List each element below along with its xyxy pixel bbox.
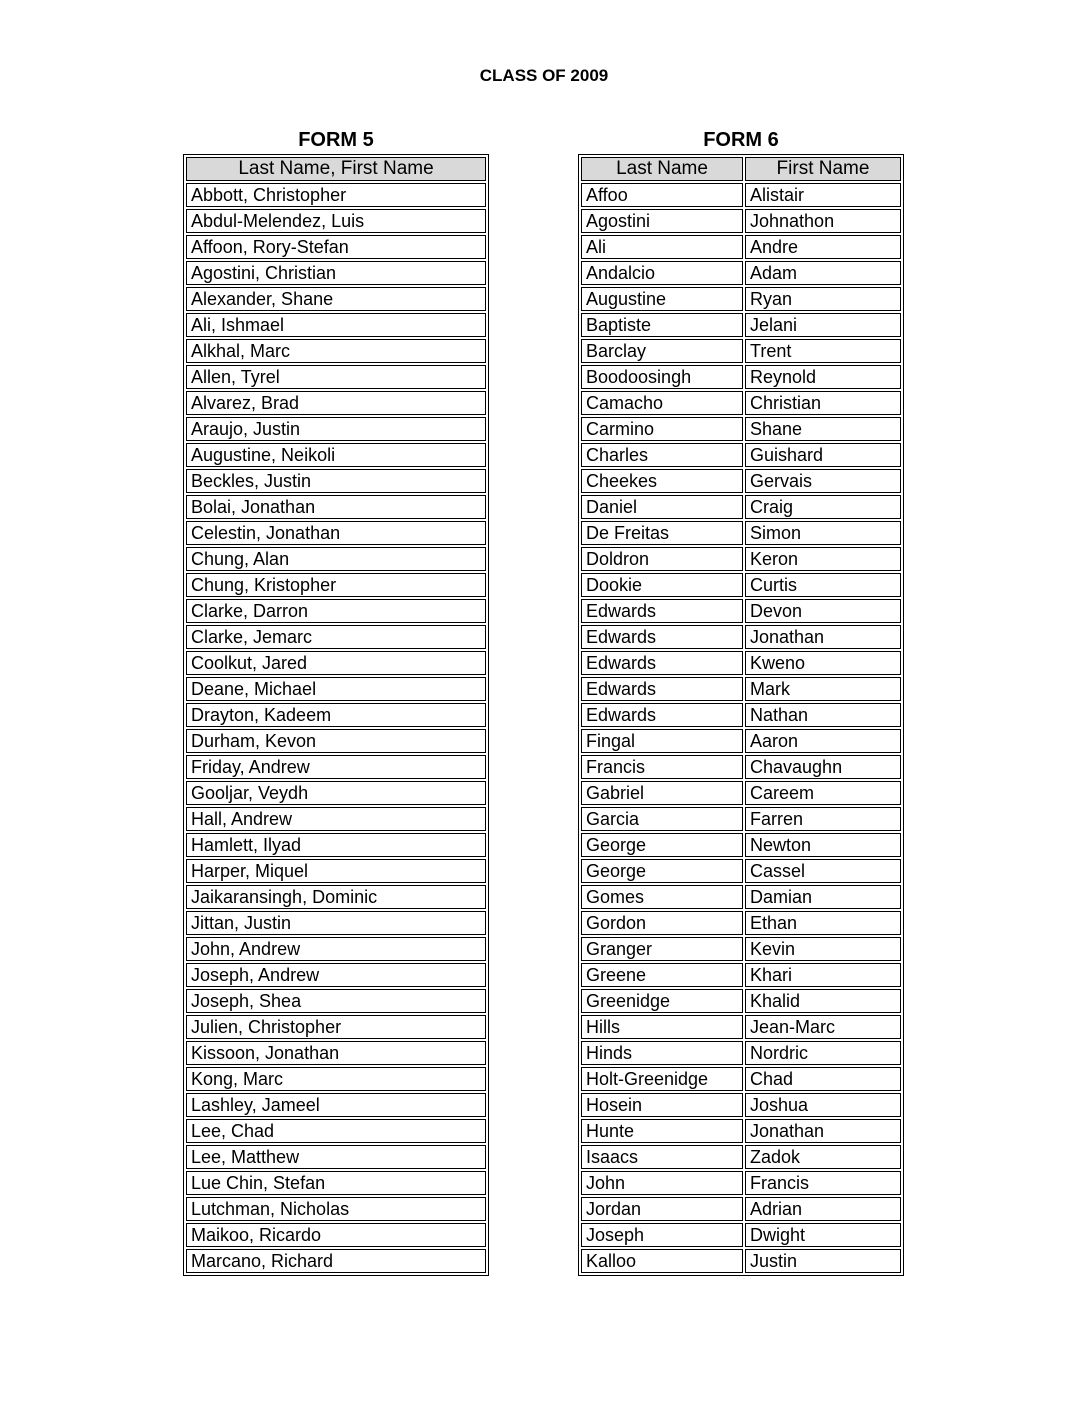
table-row: [186, 443, 486, 467]
first-name-cell: Cassel: [745, 859, 901, 883]
first-name-cell: Nathan: [745, 703, 901, 727]
table-row: [186, 573, 486, 597]
last-name-cell: Hills: [581, 1015, 743, 1039]
last-name-cell: Garcia: [581, 807, 743, 831]
table-row: [581, 521, 901, 545]
first-name-cell: Aaron: [745, 729, 901, 753]
table-row: [186, 651, 486, 675]
table-row: [186, 417, 486, 441]
student-name-cell: Joseph, Shea: [186, 989, 486, 1013]
student-name-cell: Drayton, Kadeem: [186, 703, 486, 727]
table-row: [581, 1067, 901, 1091]
table-row: [581, 1041, 901, 1065]
table-row: [581, 937, 901, 961]
last-name-cell: George: [581, 859, 743, 883]
form6-section: [578, 129, 904, 1276]
table-row: [186, 1041, 486, 1065]
table-row: [581, 365, 901, 389]
student-name-cell: Julien, Christopher: [186, 1015, 486, 1039]
first-name-cell: Chad: [745, 1067, 901, 1091]
table-row: [186, 625, 486, 649]
table-row: [186, 547, 486, 571]
student-name-cell: Lashley, Jameel: [186, 1093, 486, 1117]
last-name-cell: Camacho: [581, 391, 743, 415]
student-name-cell: Lee, Matthew: [186, 1145, 486, 1169]
last-name-cell: Augustine: [581, 287, 743, 311]
form6-header-cell-first-name: First Name: [745, 157, 901, 181]
first-name-cell: Zadok: [745, 1145, 901, 1169]
table-row: [581, 963, 901, 987]
table-row: [186, 495, 486, 519]
table-row: [186, 235, 486, 259]
first-name-cell: Curtis: [745, 573, 901, 597]
table-row: [186, 833, 486, 857]
last-name-cell: Edwards: [581, 703, 743, 727]
form6-header: [581, 157, 901, 181]
last-name-cell: Jordan: [581, 1197, 743, 1221]
student-name-cell: Deane, Michael: [186, 677, 486, 701]
student-name-cell: Alkhal, Marc: [186, 339, 486, 363]
table-row: [186, 521, 486, 545]
table-row: [581, 209, 901, 233]
table-row: [581, 781, 901, 805]
table-row: [186, 911, 486, 935]
table-row: [581, 651, 901, 675]
student-name-cell: John, Andrew: [186, 937, 486, 961]
form5-header-row: [186, 157, 486, 181]
first-name-cell: Trent: [745, 339, 901, 363]
last-name-cell: Edwards: [581, 651, 743, 675]
table-row: [186, 391, 486, 415]
last-name-cell: Hinds: [581, 1041, 743, 1065]
student-name-cell: Ali, Ishmael: [186, 313, 486, 337]
student-name-cell: Clarke, Darron: [186, 599, 486, 623]
student-name-cell: Lee, Chad: [186, 1119, 486, 1143]
table-row: [186, 677, 486, 701]
first-name-cell: Kevin: [745, 937, 901, 961]
table-row: [186, 755, 486, 779]
table-row: [581, 1249, 901, 1273]
table-row: [186, 1067, 486, 1091]
table-row: [581, 495, 901, 519]
last-name-cell: Doldron: [581, 547, 743, 571]
last-name-cell: De Freitas: [581, 521, 743, 545]
table-row: [186, 807, 486, 831]
last-name-cell: Affoo: [581, 183, 743, 207]
table-row: [186, 937, 486, 961]
table-row: [581, 807, 901, 831]
last-name-cell: George: [581, 833, 743, 857]
table-row: [581, 599, 901, 623]
form5-header-cell-name: Last Name, First Name: [186, 157, 486, 181]
table-row: [581, 339, 901, 363]
last-name-cell: Gomes: [581, 885, 743, 909]
table-row: [186, 729, 486, 753]
table-row: [581, 677, 901, 701]
last-name-cell: Edwards: [581, 625, 743, 649]
last-name-cell: Barclay: [581, 339, 743, 363]
first-name-cell: Careem: [745, 781, 901, 805]
student-name-cell: Alexander, Shane: [186, 287, 486, 311]
first-name-cell: Adrian: [745, 1197, 901, 1221]
student-name-cell: Affoon, Rory-Stefan: [186, 235, 486, 259]
last-name-cell: Boodoosingh: [581, 365, 743, 389]
table-row: [581, 261, 901, 285]
table-row: [186, 365, 486, 389]
table-row: [581, 1145, 901, 1169]
table-row: [186, 313, 486, 337]
table-row: [581, 885, 901, 909]
last-name-cell: Edwards: [581, 677, 743, 701]
first-name-cell: Joshua: [745, 1093, 901, 1117]
form6-header-row: [581, 157, 901, 181]
first-name-cell: Christian: [745, 391, 901, 415]
form6-table: [578, 154, 904, 1276]
table-row: [186, 1171, 486, 1195]
last-name-cell: Gordon: [581, 911, 743, 935]
table-row: [186, 885, 486, 909]
form6-header-cell-last-name: Last Name: [581, 157, 743, 181]
first-name-cell: Guishard: [745, 443, 901, 467]
student-name-cell: Chung, Alan: [186, 547, 486, 571]
first-name-cell: Farren: [745, 807, 901, 831]
table-row: [186, 989, 486, 1013]
last-name-cell: Isaacs: [581, 1145, 743, 1169]
last-name-cell: Greenidge: [581, 989, 743, 1013]
table-row: [186, 1119, 486, 1143]
student-name-cell: Araujo, Justin: [186, 417, 486, 441]
first-name-cell: Jonathan: [745, 625, 901, 649]
student-name-cell: Coolkut, Jared: [186, 651, 486, 675]
student-name-cell: Harper, Miquel: [186, 859, 486, 883]
student-name-cell: Hall, Andrew: [186, 807, 486, 831]
student-name-cell: Chung, Kristopher: [186, 573, 486, 597]
table-row: [581, 833, 901, 857]
first-name-cell: Chavaughn: [745, 755, 901, 779]
student-name-cell: Celestin, Jonathan: [186, 521, 486, 545]
table-row: [581, 183, 901, 207]
table-row: [581, 703, 901, 727]
table-row: [581, 235, 901, 259]
first-name-cell: Newton: [745, 833, 901, 857]
form6-title: FORM 6: [703, 129, 779, 151]
first-name-cell: Francis: [745, 1171, 901, 1195]
table-row: [581, 287, 901, 311]
student-name-cell: Maikoo, Ricardo: [186, 1223, 486, 1247]
last-name-cell: Joseph: [581, 1223, 743, 1247]
first-name-cell: Andre: [745, 235, 901, 259]
first-name-cell: Jean-Marc: [745, 1015, 901, 1039]
table-row: [186, 209, 486, 233]
first-name-cell: Adam: [745, 261, 901, 285]
first-name-cell: Craig: [745, 495, 901, 519]
table-row: [581, 391, 901, 415]
student-name-cell: Kong, Marc: [186, 1067, 486, 1091]
table-row: [186, 1015, 486, 1039]
first-name-cell: Justin: [745, 1249, 901, 1273]
first-name-cell: Simon: [745, 521, 901, 545]
last-name-cell: Gabriel: [581, 781, 743, 805]
form5-header: [186, 157, 486, 181]
first-name-cell: Jelani: [745, 313, 901, 337]
last-name-cell: Agostini: [581, 209, 743, 233]
table-row: [581, 1093, 901, 1117]
page-title: CLASS OF 2009: [479, 66, 609, 85]
form5-table: [183, 154, 489, 1276]
student-name-cell: Lutchman, Nicholas: [186, 1197, 486, 1221]
table-row: [581, 625, 901, 649]
first-name-cell: Khari: [745, 963, 901, 987]
student-name-cell: Jittan, Justin: [186, 911, 486, 935]
student-name-cell: Allen, Tyrel: [186, 365, 486, 389]
last-name-cell: Baptiste: [581, 313, 743, 337]
first-name-cell: Ethan: [745, 911, 901, 935]
student-name-cell: Joseph, Andrew: [186, 963, 486, 987]
table-row: [186, 1249, 486, 1273]
table-row: [581, 859, 901, 883]
last-name-cell: Greene: [581, 963, 743, 987]
table-row: [581, 417, 901, 441]
table-row: [581, 469, 901, 493]
last-name-cell: Carmino: [581, 417, 743, 441]
first-name-cell: Gervais: [745, 469, 901, 493]
student-name-cell: Durham, Kevon: [186, 729, 486, 753]
last-name-cell: Dookie: [581, 573, 743, 597]
table-row: [581, 729, 901, 753]
first-name-cell: Dwight: [745, 1223, 901, 1247]
table-row: [186, 963, 486, 987]
student-name-cell: Abdul-Melendez, Luis: [186, 209, 486, 233]
student-name-cell: Abbott, Christopher: [186, 183, 486, 207]
table-row: [186, 287, 486, 311]
last-name-cell: Hunte: [581, 1119, 743, 1143]
student-name-cell: Hamlett, Ilyad: [186, 833, 486, 857]
table-row: [581, 989, 901, 1013]
student-name-cell: Agostini, Christian: [186, 261, 486, 285]
student-name-cell: Clarke, Jemarc: [186, 625, 486, 649]
table-row: [186, 599, 486, 623]
table-row: [186, 703, 486, 727]
last-name-cell: Holt-Greenidge: [581, 1067, 743, 1091]
table-row: [186, 183, 486, 207]
table-row: [186, 859, 486, 883]
last-name-cell: Hosein: [581, 1093, 743, 1117]
first-name-cell: Khalid: [745, 989, 901, 1013]
table-row: [186, 469, 486, 493]
student-name-cell: Gooljar, Veydh: [186, 781, 486, 805]
last-name-cell: Granger: [581, 937, 743, 961]
table-row: [581, 1015, 901, 1039]
table-row: [186, 1145, 486, 1169]
table-row: [581, 547, 901, 571]
table-row: [581, 755, 901, 779]
first-name-cell: Reynold: [745, 365, 901, 389]
student-name-cell: Jaikaransingh, Dominic: [186, 885, 486, 909]
first-name-cell: Johnathon: [745, 209, 901, 233]
first-name-cell: Damian: [745, 885, 901, 909]
last-name-cell: Cheekes: [581, 469, 743, 493]
last-name-cell: Daniel: [581, 495, 743, 519]
first-name-cell: Ryan: [745, 287, 901, 311]
form5-title: FORM 5: [298, 129, 374, 151]
form5-body: [186, 183, 486, 1273]
student-name-cell: Kissoon, Jonathan: [186, 1041, 486, 1065]
table-row: [581, 313, 901, 337]
last-name-cell: Fingal: [581, 729, 743, 753]
first-name-cell: Kweno: [745, 651, 901, 675]
student-name-cell: Beckles, Justin: [186, 469, 486, 493]
table-row: [186, 1223, 486, 1247]
student-name-cell: Alvarez, Brad: [186, 391, 486, 415]
last-name-cell: Francis: [581, 755, 743, 779]
last-name-cell: Kalloo: [581, 1249, 743, 1273]
first-name-cell: Jonathan: [745, 1119, 901, 1143]
form6-body: [581, 183, 901, 1273]
last-name-cell: Edwards: [581, 599, 743, 623]
table-row: [581, 1119, 901, 1143]
table-row: [186, 261, 486, 285]
table-row: [581, 443, 901, 467]
last-name-cell: Ali: [581, 235, 743, 259]
last-name-cell: Andalcio: [581, 261, 743, 285]
table-row: [186, 1093, 486, 1117]
student-name-cell: Friday, Andrew: [186, 755, 486, 779]
first-name-cell: Nordric: [745, 1041, 901, 1065]
last-name-cell: John: [581, 1171, 743, 1195]
first-name-cell: Mark: [745, 677, 901, 701]
table-row: [581, 911, 901, 935]
table-row: [186, 781, 486, 805]
student-name-cell: Marcano, Richard: [186, 1249, 486, 1273]
table-row: [581, 573, 901, 597]
table-row: [581, 1171, 901, 1195]
last-name-cell: Charles: [581, 443, 743, 467]
first-name-cell: Keron: [745, 547, 901, 571]
table-row: [186, 1197, 486, 1221]
table-row: [581, 1197, 901, 1221]
student-name-cell: Augustine, Neikoli: [186, 443, 486, 467]
student-name-cell: Lue Chin, Stefan: [186, 1171, 486, 1195]
first-name-cell: Alistair: [745, 183, 901, 207]
table-row: [186, 339, 486, 363]
student-name-cell: Bolai, Jonathan: [186, 495, 486, 519]
form5-section: [183, 129, 489, 1276]
first-name-cell: Shane: [745, 417, 901, 441]
first-name-cell: Devon: [745, 599, 901, 623]
table-row: [581, 1223, 901, 1247]
